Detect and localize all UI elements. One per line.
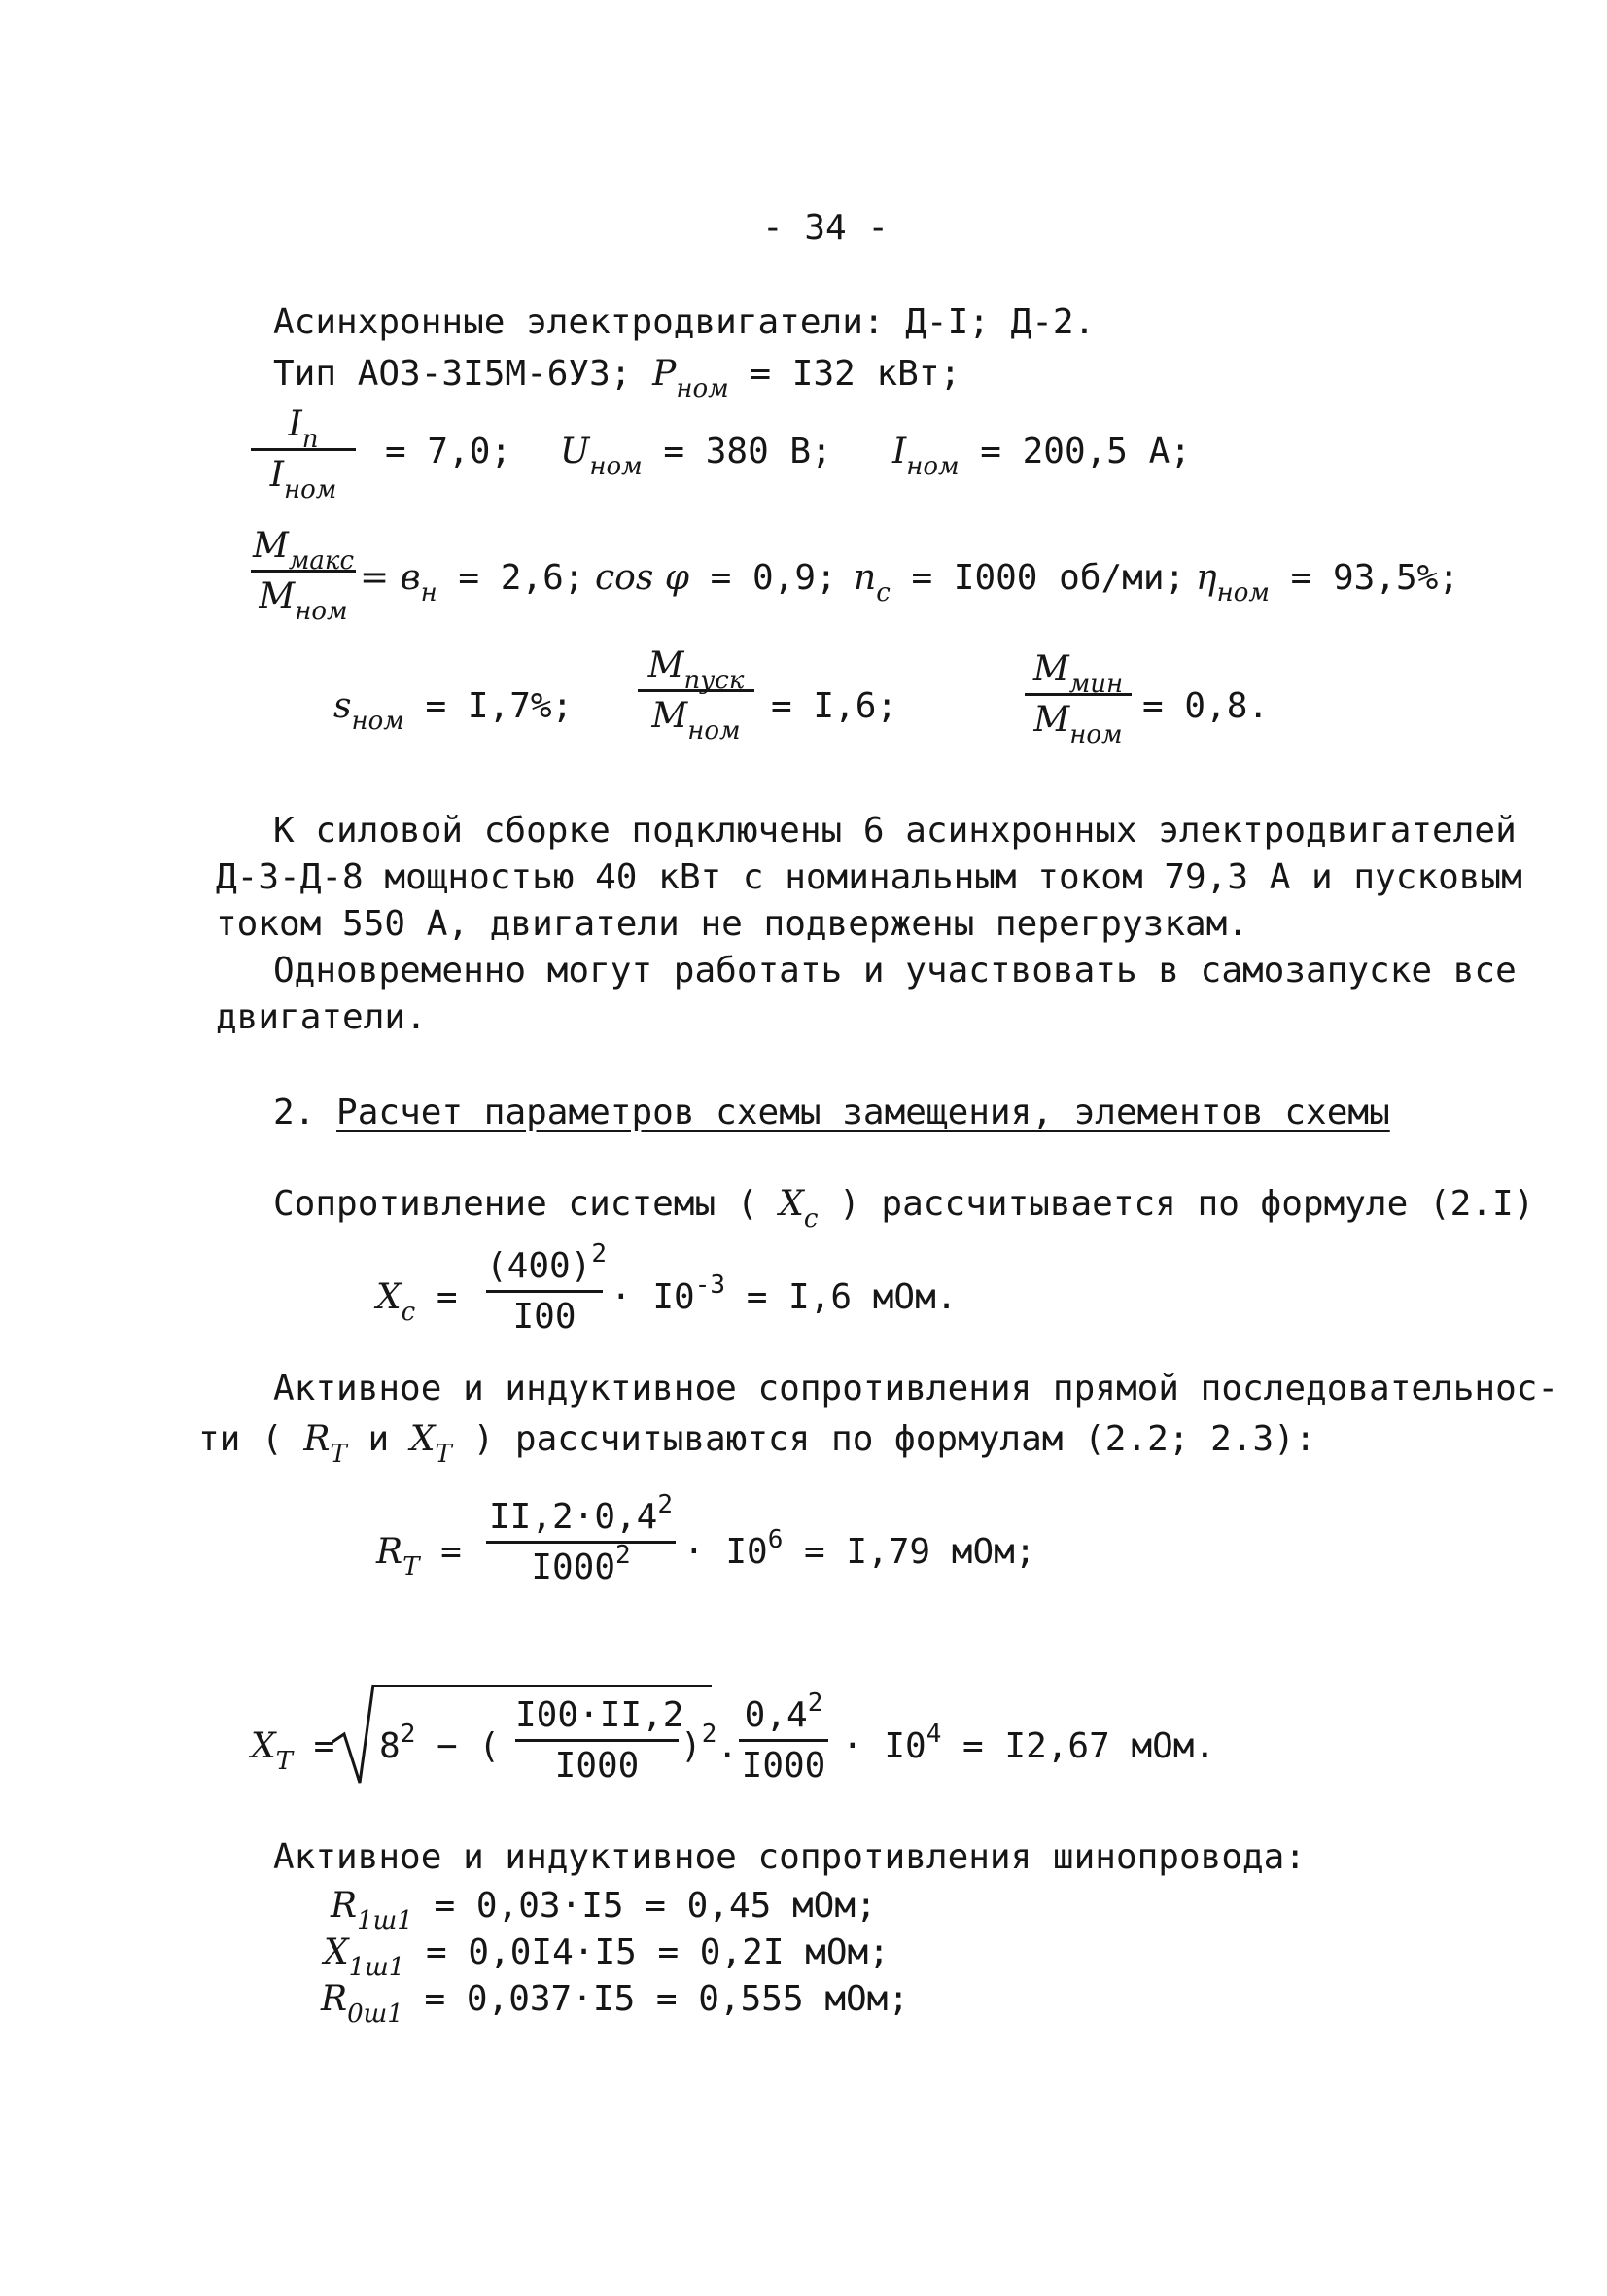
rt-mult-sup: 6 xyxy=(767,1525,784,1554)
ip-ratio-value: = 7,0; xyxy=(385,432,512,471)
paragraph-1-line-2: Д-3-Д-8 мощностью 40 кВт с номинальным током 79,3 А и пусковым xyxy=(216,857,1522,897)
xt-fraction-2 xyxy=(739,1688,828,1786)
xc-lhs-symbol: X xyxy=(376,1277,402,1317)
rt-lhs-sub: T xyxy=(402,1552,420,1582)
rt-den-sup: 2 xyxy=(615,1541,631,1570)
rt-tail xyxy=(683,1525,1036,1572)
u-nom-value: = 380 В; xyxy=(663,432,832,471)
xt-eq: = xyxy=(313,1726,335,1766)
xt-lhs-sub: T xyxy=(275,1747,293,1776)
ip-num-sub: п xyxy=(301,425,319,454)
rt-eq: = xyxy=(440,1532,462,1572)
motor-type-line xyxy=(273,354,961,403)
m-min-num: M xyxy=(1032,649,1069,689)
section-number: 2. xyxy=(273,1093,316,1132)
r0-symbol: R xyxy=(321,1979,348,2019)
m-min-den-sub: ном xyxy=(1069,720,1123,749)
xc-den: I00 xyxy=(512,1297,576,1337)
xc-result: = I,6 мОм. xyxy=(746,1277,958,1317)
r0-sub: 0ш1 xyxy=(347,2000,403,2029)
xt-radicand-a xyxy=(379,1720,501,1766)
m-start-den: M xyxy=(651,696,688,736)
x1-sub: 1ш1 xyxy=(348,1953,405,1982)
b-nom-symbol: = в xyxy=(360,558,421,598)
p-nom-sub: ном xyxy=(676,374,729,403)
rt-mult: · I0 xyxy=(683,1532,768,1572)
paragraph-1-line-1: К силовой сборке подключены 6 асинхронных электродвигателей xyxy=(273,811,1517,851)
m-max-den: M xyxy=(259,576,296,616)
r1-value: = 0,03·I5 = 0,45 мОм; xyxy=(434,1886,877,1926)
m-start-num: M xyxy=(647,645,684,685)
xt-rad-close-sup: 2 xyxy=(701,1720,717,1749)
ip-num: I xyxy=(288,404,302,444)
busbar-r1 xyxy=(331,1886,877,1935)
xt-f1-den: I000 xyxy=(554,1746,640,1786)
s-nom-symbol: s xyxy=(333,686,352,726)
cos-phi-value: = 0,9; xyxy=(710,558,837,598)
rt-den: I000 xyxy=(531,1548,616,1587)
n-sync-sub: c xyxy=(876,578,891,608)
m-min-den: M xyxy=(1033,700,1070,740)
s-nom-sub: ном xyxy=(351,707,404,736)
page-number: - 34 - xyxy=(762,208,890,248)
n-sync-value: = I000 об/ми; xyxy=(911,558,1186,598)
xc-symbol: X xyxy=(779,1184,804,1224)
xc-mult-sup: -3 xyxy=(694,1270,726,1300)
xt-rad-a: 8 xyxy=(379,1726,401,1766)
xc-num: (400) xyxy=(486,1246,592,1286)
eta-sub: ном xyxy=(1216,578,1270,608)
eta-symbol: η xyxy=(1196,558,1217,598)
xc-num-sup: 2 xyxy=(591,1239,608,1269)
rt-num-sup: 2 xyxy=(657,1490,674,1519)
busbar-r0 xyxy=(321,1979,910,2029)
s-nom-value: = I,7%; xyxy=(425,686,574,726)
xt-f2-num-sup: 2 xyxy=(807,1688,823,1718)
rt-lhs-symbol: R xyxy=(376,1532,403,1572)
xt-mult: · I0 xyxy=(842,1726,926,1766)
xc-formula-lhs xyxy=(376,1277,458,1327)
xt-tail xyxy=(842,1720,1216,1766)
section-title: Расчет параметров схемы замещения, элементов схемы xyxy=(336,1093,1390,1132)
ip-den: I xyxy=(269,455,284,495)
slip xyxy=(333,686,574,736)
r1-symbol: R xyxy=(331,1886,358,1926)
rt-result: = I,79 мОм; xyxy=(804,1532,1036,1572)
xt-rad-minus: − ( xyxy=(437,1726,501,1766)
u-nom-sub: ном xyxy=(589,452,643,481)
rt-sub: T xyxy=(330,1440,347,1469)
efficiency xyxy=(1196,558,1459,608)
b-nom-sub: н xyxy=(420,578,437,608)
motors-heading: Асинхронные электродвигатели: Д-I; Д-2. xyxy=(273,302,1096,342)
x1-symbol: X xyxy=(324,1932,349,1972)
xt-lhs-symbol: X xyxy=(251,1726,276,1766)
n-sync xyxy=(854,558,1186,608)
m-start-fraction xyxy=(638,645,754,746)
xt-rad-close: ) xyxy=(681,1726,702,1766)
overload-factor xyxy=(360,558,585,608)
system-intro-b: ) рассчитывается по формуле (2.I) xyxy=(839,1184,1535,1224)
system-intro-a: Сопротивление системы ( xyxy=(273,1184,758,1224)
m-start-num-sub: пуск xyxy=(683,666,745,695)
m-min-fraction xyxy=(1025,649,1132,749)
i-nom xyxy=(892,432,1192,481)
i-nom-value: = 200,5 А; xyxy=(980,432,1192,471)
rt-fraction xyxy=(486,1490,676,1587)
xt-fraction-1 xyxy=(515,1695,684,1786)
xc-sub: c xyxy=(803,1204,819,1234)
m-start-den-sub: ном xyxy=(687,716,741,746)
rt-formula-lhs xyxy=(376,1532,462,1582)
section-heading xyxy=(273,1093,1390,1132)
r0-value: = 0,037·I5 = 0,555 мОм; xyxy=(424,1979,910,2019)
cos-phi xyxy=(595,558,837,598)
m-max-fraction xyxy=(251,526,356,626)
n-sync-symbol: n xyxy=(854,558,877,598)
xc-tail xyxy=(611,1270,958,1317)
xt-sub: T xyxy=(435,1440,452,1469)
xt-f2-num: 0,4 xyxy=(744,1695,808,1735)
sqrt-sign xyxy=(331,1682,379,1789)
motor-type: Тип АОЗ-3I5М-6УЗ; xyxy=(273,354,632,394)
xc-mult: · I0 xyxy=(611,1277,695,1317)
busbar-intro: Активное и индуктивное сопротивления шинопровода: xyxy=(273,1837,1307,1877)
m-start-value: = I,6; xyxy=(771,686,898,726)
busbar-x1 xyxy=(324,1932,890,1982)
u-nom xyxy=(560,432,832,481)
rt-num: II,2·0,4 xyxy=(488,1497,658,1537)
ip-ratio-fraction xyxy=(251,404,356,504)
m-min-value: = 0,8. xyxy=(1142,686,1270,726)
transformer-intro-2a: ти ( xyxy=(198,1419,283,1459)
xt-symbol: X xyxy=(409,1419,436,1459)
xt-f1-num: I00·II,2 xyxy=(515,1695,684,1735)
xt-rad-a-sup: 2 xyxy=(400,1720,416,1749)
xt-dot: . xyxy=(716,1726,739,1766)
i-nom-symbol: I xyxy=(892,432,907,471)
b-nom-value: = 2,6; xyxy=(458,558,585,598)
paragraph-1-line-3: током 550 А, двигатели не подвержены перегрузкам. xyxy=(216,904,1249,944)
p-nom-symbol: P xyxy=(652,354,677,394)
m-max-num: M xyxy=(252,526,289,566)
transformer-intro-line-2 xyxy=(198,1419,1316,1469)
xt-mult-sup: 4 xyxy=(926,1720,942,1749)
transformer-intro-2b: ) рассчитываются по формулам (2.2; 2.3): xyxy=(472,1419,1316,1459)
paragraph-2-line-2: двигатели. xyxy=(216,997,427,1037)
transformer-intro-line-1: Активное и индуктивное сопротивления прямой последовательнос- xyxy=(273,1369,1559,1409)
system-intro xyxy=(273,1184,1535,1234)
ip-den-sub: ном xyxy=(283,475,337,504)
xc-eq: = xyxy=(436,1277,458,1317)
xt-formula-lhs xyxy=(251,1726,335,1776)
paragraph-2-line-1: Одновременно могут работать и участвовать в самозапуске все xyxy=(273,951,1517,991)
p-nom-value: = I32 кВт; xyxy=(750,354,961,394)
u-nom-symbol: U xyxy=(560,432,590,471)
xt-f2-den: I000 xyxy=(741,1746,826,1786)
cos-phi-symbol: cos φ xyxy=(595,558,689,598)
xt-radicand-close xyxy=(681,1720,739,1766)
m-max-den-sub: ном xyxy=(295,597,348,626)
r1-sub: 1ш1 xyxy=(357,1906,413,1935)
xt-result: = I2,67 мОм. xyxy=(962,1726,1216,1766)
xc-lhs-sub: c xyxy=(401,1298,416,1327)
eta-value: = 93,5%; xyxy=(1290,558,1459,598)
x1-value: = 0,0I4·I5 = 0,2I мОм; xyxy=(426,1932,890,1972)
transformer-intro-and: и xyxy=(367,1419,390,1459)
i-nom-sub: ном xyxy=(906,452,960,481)
m-min-num-sub: мин xyxy=(1068,670,1124,699)
xc-fraction xyxy=(486,1239,608,1337)
rt-symbol: R xyxy=(303,1419,331,1459)
m-max-num-sub: макс xyxy=(288,546,355,575)
sqrt-overline xyxy=(373,1685,712,1687)
